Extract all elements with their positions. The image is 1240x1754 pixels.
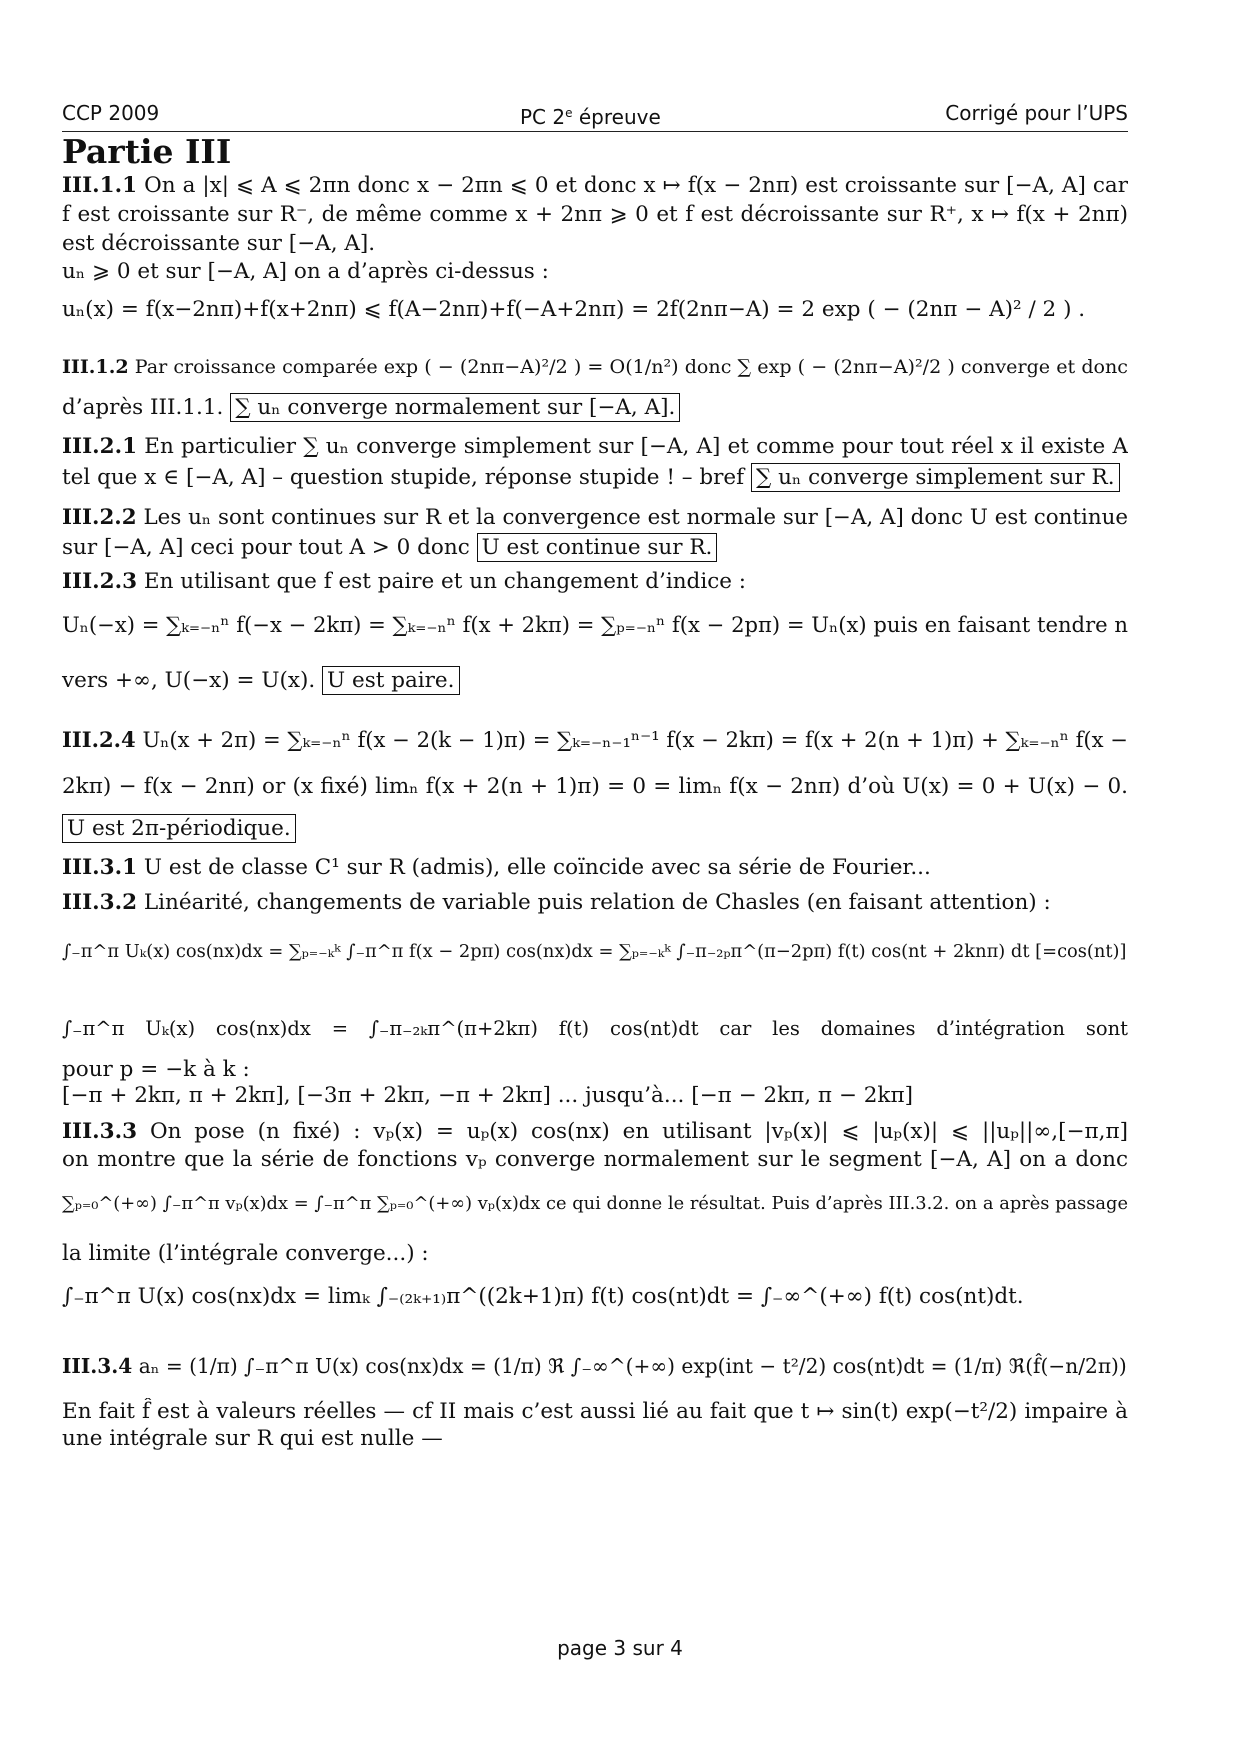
boxed-result: ∑ uₙ converge normalement sur [−A, A]. xyxy=(230,393,680,422)
line-text: est décroissante sur [−A, A]. xyxy=(62,231,376,256)
text-line xyxy=(62,1056,1128,1084)
text-line xyxy=(62,353,1128,381)
text-line xyxy=(62,611,1128,639)
line-text: vers +∞, U(−x) = U(x). xyxy=(62,668,323,693)
header-center-sup: e xyxy=(565,106,573,120)
header-center xyxy=(520,101,661,129)
boxed-result: U est paire. xyxy=(322,666,459,695)
line-text: Les uₙ sont continues sur R et la convergence est normale sur [−A, A] donc U est continue xyxy=(136,505,1128,530)
text-line xyxy=(62,1398,1128,1426)
line-text: ∫₋π^π U(x) cos(nx)dx = limₖ ∫₋₍₂ₖ₊₁₎π^((2k+1)π) f(t) cos(nt)dt = ∫₋∞^(+∞) f(t) cos(nt)dt. xyxy=(62,1284,1024,1309)
line-text: d’après III.1.1. xyxy=(62,395,231,420)
line-text: ∫₋π^π Uₖ(x) cos(nx)dx = ∑ₚ₌₋ₖᵏ ∫₋π^π f(x − 2pπ) cos(nx)dx = ∑ₚ₌₋ₖᵏ ∫₋π₋₂ₚπ^(π−2pπ) f(t) cos(nt + 2knπ) dt [=cos(nt)] xyxy=(62,941,1127,962)
question-number: III.3.3 xyxy=(62,1119,138,1144)
text-line xyxy=(62,814,1128,843)
text-line xyxy=(62,1118,1128,1146)
text-line xyxy=(62,854,1128,882)
question-number: III.2.2 xyxy=(62,505,137,530)
text-line xyxy=(62,1190,1128,1218)
line-text: uₙ ⩾ 0 et sur [−A, A] on a d’après ci-dessus : xyxy=(62,259,549,284)
text-line xyxy=(62,393,1128,422)
text-line xyxy=(62,504,1128,532)
line-text: U est de classe C¹ sur R (admis), elle coïncide avec sa série de Fourier... xyxy=(137,855,931,880)
text-line xyxy=(62,296,1128,324)
text-line xyxy=(62,773,1128,801)
line-text: Par croissance comparée exp ( − (2nπ−A)²/2 ) = O(1/n²) donc ∑ exp ( − (2nπ−A)²/2 ) converge et donc xyxy=(128,355,1128,378)
text-line xyxy=(62,533,1128,562)
text-line xyxy=(62,201,1128,229)
text-line xyxy=(62,1283,1128,1311)
question-number: III.3.1 xyxy=(62,855,138,880)
question-number: III.1.1 xyxy=(62,173,138,198)
header-right: Corrigé pour l’UPS xyxy=(945,101,1128,125)
text-line xyxy=(62,1015,1128,1043)
line-text: tel que x ∈ [−A, A] – question stupide, réponse stupide ! – bref xyxy=(62,465,751,490)
line-text: f est croissante sur R⁻, de même comme x + 2nπ ⩾ 0 et f est décroissante sur R⁺, x ↦ f(x + 2nπ) xyxy=(62,202,1128,227)
text-line xyxy=(62,938,1128,966)
question-number: III.3.4 xyxy=(62,1354,133,1378)
question-number: III.2.1 xyxy=(62,434,138,459)
line-text: [−π + 2kπ, π + 2kπ], [−3π + 2kπ, −π + 2kπ] ... jusqu’à... [−π − 2kπ, π − 2kπ] xyxy=(62,1083,913,1108)
text-line xyxy=(62,1082,1128,1110)
line-text: En particulier ∑ uₙ converge simplement sur [−A, A] et comme pour tout réel x il existe A xyxy=(137,434,1128,459)
text-line xyxy=(62,1146,1128,1174)
text-line xyxy=(62,433,1128,461)
text-line xyxy=(62,172,1128,200)
line-text: 2kπ) − f(x − 2nπ) or (x fixé) limₙ f(x + 2(n + 1)π) = 0 = limₙ f(x − 2nπ) d’où U(x) = 0 + U(x) − 0. xyxy=(62,774,1128,799)
text-line xyxy=(62,568,1128,596)
line-text: Linéarité, changements de variable puis relation de Chasles (en faisant attention) : xyxy=(137,890,1051,915)
line-text: ∫₋π^π Uₖ(x) cos(nx)dx = ∫₋π₋₂ₖπ^(π+2kπ) f(t) cos(nt)dt car les domaines d’intégration sont xyxy=(62,1017,1128,1040)
text-line xyxy=(62,666,1128,695)
line-text: pour p = −k à k : xyxy=(62,1057,250,1082)
question-number: III.3.2 xyxy=(62,890,138,915)
boxed-result: U est 2π-périodique. xyxy=(62,814,296,843)
line-text: une intégrale sur R qui est nulle — xyxy=(62,1426,443,1451)
line-text: sur [−A, A] ceci pour tout A > 0 donc xyxy=(62,535,477,560)
line-text: uₙ(x) = f(x−2nπ)+f(x+2nπ) ⩽ f(A−2nπ)+f(−A+2nπ) = 2f(2nπ−A) = 2 exp ( − (2nπ − A)² / 2 ) . xyxy=(62,297,1086,322)
text-line xyxy=(62,230,1128,258)
line-text: on montre que la série de fonctions vₚ converge normalement sur le segment [−A, A] on a donc xyxy=(62,1147,1128,1172)
text-line xyxy=(62,1240,1128,1268)
part-title: Partie III xyxy=(62,132,232,171)
text-line xyxy=(62,1425,1128,1453)
line-text: On a |x| ⩽ A ⩽ 2πn donc x − 2πn ⩽ 0 et donc x ↦ f(x − 2nπ) est croissante sur [−A, A] car xyxy=(137,173,1128,198)
line-text: En utilisant que f est paire et un changement d’indice : xyxy=(137,569,747,594)
line-text: aₙ = (1/π) ∫₋π^π U(x) cos(nx)dx = (1/π) ℜ ∫₋∞^(+∞) exp(int − t²/2) cos(nt)dt = (1/π) ℜ(f̂(−n/2π)) xyxy=(132,1354,1127,1378)
page-footer: page 3 sur 4 xyxy=(557,1636,683,1660)
question-number: III.2.4 xyxy=(62,727,136,752)
text-line xyxy=(62,1352,1128,1380)
line-text: la limite (l’intégrale converge...) : xyxy=(62,1241,429,1266)
line-text: En fait f̂ est à valeurs réelles — cf II mais c’est aussi lié au fait que t ↦ sin(t) exp(−t²/2) impaire à xyxy=(62,1399,1128,1424)
boxed-result: U est continue sur R. xyxy=(477,533,718,562)
header-left: CCP 2009 xyxy=(62,101,160,125)
header-center-prefix: PC 2 xyxy=(520,105,566,129)
line-text: On pose (n fixé) : vₚ(x) = uₚ(x) cos(nx) en utilisant |vₚ(x)| ⩽ |uₚ(x)| ⩽ ||uₚ||∞,[−π,π] xyxy=(137,1119,1128,1144)
question-number: III.1.2 xyxy=(62,355,129,378)
text-line xyxy=(62,726,1128,754)
line-text: ∑ₚ₌₀^(+∞) ∫₋π^π vₚ(x)dx = ∫₋π^π ∑ₚ₌₀^(+∞) vₚ(x)dx ce qui donne le résultat. Puis d’après III.3.2. on a après passage xyxy=(62,1193,1128,1214)
boxed-result: ∑ uₙ converge simplement sur R. xyxy=(751,463,1120,492)
line-text: Uₙ(x + 2π) = ∑ₖ₌₋ₙⁿ f(x − 2(k − 1)π) = ∑ₖ₌₋ₙ₋₁ⁿ⁻¹ f(x − 2kπ) = f(x + 2(n + 1)π) + ∑ₖ₌₋ₙⁿ f(x − xyxy=(135,727,1128,752)
question-number: III.2.3 xyxy=(62,569,138,594)
text-line xyxy=(62,889,1128,917)
text-line xyxy=(62,463,1128,492)
header-center-suffix: épreuve xyxy=(572,105,661,129)
line-text: Uₙ(−x) = ∑ₖ₌₋ₙⁿ f(−x − 2kπ) = ∑ₖ₌₋ₙⁿ f(x + 2kπ) = ∑ₚ₌₋ₙⁿ f(x − 2pπ) = Uₙ(x) puis en faisant tendre n xyxy=(62,612,1128,637)
text-line xyxy=(62,258,1128,286)
